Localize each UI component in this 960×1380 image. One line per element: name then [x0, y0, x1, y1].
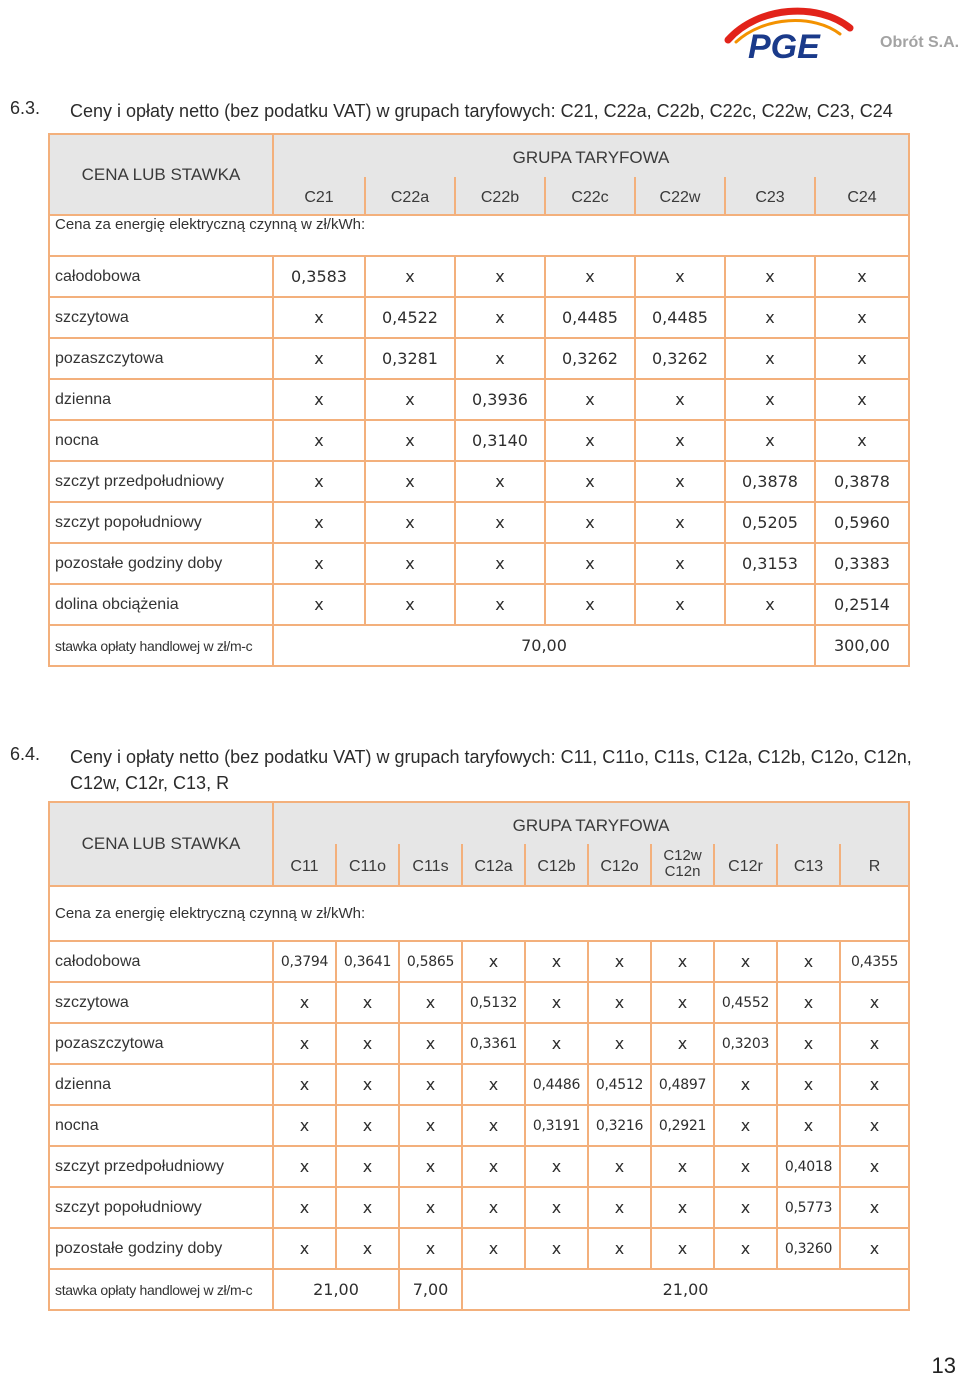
value-cell: 0,3260: [777, 1228, 840, 1269]
value-cell: 0,3153: [725, 543, 815, 584]
value-cell: 0,3794: [273, 941, 336, 982]
row-label: nocna: [49, 1105, 273, 1146]
value-cell: x: [777, 1064, 840, 1105]
value-cell: x: [399, 1228, 462, 1269]
value-cell: 0,3641: [336, 941, 399, 982]
group-code-top: C12w: [663, 847, 702, 864]
group-code: C11o: [336, 844, 399, 886]
value-cell: x: [336, 1023, 399, 1064]
section-6-4-heading: [10, 744, 960, 796]
value-cell: x: [455, 543, 545, 584]
value-cell: x: [815, 297, 909, 338]
table-row: [49, 502, 909, 543]
value-cell: x: [545, 502, 635, 543]
value-cell: x: [635, 584, 725, 625]
value-cell: 0,4897: [651, 1064, 714, 1105]
value-cell: x: [462, 1228, 525, 1269]
value-cell: x: [545, 543, 635, 584]
group-code: C24: [815, 177, 909, 215]
group-code: C12o: [588, 844, 651, 886]
value-cell: x: [336, 1146, 399, 1187]
pge-logo-text: PGE: [748, 28, 820, 66]
table-row: [49, 584, 909, 625]
value-cell: x: [273, 420, 365, 461]
table-row: [49, 982, 909, 1023]
table-row: [49, 1105, 909, 1146]
value-cell: 0,3361: [462, 1023, 525, 1064]
group-code-stack: [663, 848, 701, 880]
fee-label: stawka opłaty handlowej w zł/m-c: [49, 625, 273, 666]
group-code: C22a: [365, 177, 455, 215]
fee-value: 300,00: [815, 625, 909, 666]
value-cell: x: [714, 1105, 777, 1146]
row-label: dolina obciążenia: [49, 584, 273, 625]
value-cell: x: [365, 379, 455, 420]
value-cell: x: [273, 543, 365, 584]
value-cell: x: [273, 379, 365, 420]
energy-label-row: [49, 886, 909, 941]
value-cell: 0,5132: [462, 982, 525, 1023]
value-cell: x: [714, 1064, 777, 1105]
row-label: pozaszczytowa: [49, 1023, 273, 1064]
value-cell: x: [545, 584, 635, 625]
energy-label-row: [49, 215, 909, 256]
company-name: Obrót S.A.: [880, 34, 960, 51]
fee-row: [49, 625, 909, 666]
value-cell: x: [725, 256, 815, 297]
value-cell: x: [840, 982, 909, 1023]
value-cell: 0,3262: [635, 338, 725, 379]
value-cell: 0,4485: [635, 297, 725, 338]
row-label: szczyt przedpołudniowy: [49, 461, 273, 502]
value-cell: x: [815, 420, 909, 461]
row-label: pozaszczytowa: [49, 338, 273, 379]
value-cell: x: [273, 1228, 336, 1269]
group-code: C12r: [714, 844, 777, 886]
value-cell: x: [273, 1023, 336, 1064]
value-cell: x: [545, 379, 635, 420]
value-cell: 0,4018: [777, 1146, 840, 1187]
value-cell: x: [777, 941, 840, 982]
table-row: [49, 1064, 909, 1105]
value-cell: 0,4552: [714, 982, 777, 1023]
group-code: C11s: [399, 844, 462, 886]
value-cell: 0,2514: [815, 584, 909, 625]
value-cell: x: [545, 420, 635, 461]
value-cell: x: [273, 1187, 336, 1228]
value-cell: x: [651, 1228, 714, 1269]
value-cell: x: [635, 256, 725, 297]
corner-header: CENA LUB STAWKA: [49, 134, 273, 215]
value-cell: x: [273, 1146, 336, 1187]
value-cell: x: [455, 297, 545, 338]
row-label: pozostałe godziny doby: [49, 543, 273, 584]
value-cell: x: [365, 461, 455, 502]
table-row: [49, 256, 909, 297]
value-cell: x: [455, 256, 545, 297]
value-cell: x: [725, 338, 815, 379]
value-cell: x: [635, 379, 725, 420]
value-cell: x: [651, 941, 714, 982]
value-cell: x: [273, 1064, 336, 1105]
value-cell: 0,3878: [815, 461, 909, 502]
value-cell: 0,5773: [777, 1187, 840, 1228]
value-cell: x: [725, 584, 815, 625]
value-cell: x: [714, 1146, 777, 1187]
row-label: całodobowa: [49, 941, 273, 982]
fee-label: stawka opłaty handlowej w zł/m-c: [49, 1269, 273, 1310]
value-cell: x: [651, 1187, 714, 1228]
value-cell: x: [455, 338, 545, 379]
value-cell: x: [365, 502, 455, 543]
value-cell: 0,3191: [525, 1105, 588, 1146]
value-cell: x: [815, 338, 909, 379]
value-cell: x: [399, 1023, 462, 1064]
value-cell: x: [365, 543, 455, 584]
section-title: Ceny i opłaty netto (bez podatku VAT) w grupach taryfowych: C21, C22a, C22b, C22c, C22w, C23, C24: [70, 101, 893, 121]
fee-value: 70,00: [273, 625, 815, 666]
value-cell: x: [840, 1187, 909, 1228]
value-cell: x: [840, 1105, 909, 1146]
value-cell: x: [399, 1105, 462, 1146]
table-row: [49, 941, 909, 982]
value-cell: x: [714, 1228, 777, 1269]
value-cell: x: [545, 461, 635, 502]
value-cell: x: [336, 1105, 399, 1146]
value-cell: 0,5960: [815, 502, 909, 543]
value-cell: 0,4512: [588, 1064, 651, 1105]
value-cell: x: [273, 502, 365, 543]
value-cell: 0,4485: [545, 297, 635, 338]
value-cell: x: [840, 1023, 909, 1064]
fee-value: 21,00: [462, 1269, 909, 1310]
table-row: [49, 379, 909, 420]
value-cell: x: [365, 420, 455, 461]
value-cell: x: [399, 1064, 462, 1105]
value-cell: x: [525, 1023, 588, 1064]
group-code: C22b: [455, 177, 545, 215]
value-cell: x: [273, 982, 336, 1023]
value-cell: x: [725, 379, 815, 420]
value-cell: 0,3203: [714, 1023, 777, 1064]
value-cell: x: [273, 584, 365, 625]
value-cell: 0,3281: [365, 338, 455, 379]
table-row: [49, 420, 909, 461]
value-cell: x: [588, 1187, 651, 1228]
value-cell: 0,2921: [651, 1105, 714, 1146]
group-code: C12b: [525, 844, 588, 886]
fee-row: [49, 1269, 909, 1310]
header-row: [49, 802, 909, 844]
section-number: 6.4.: [10, 744, 41, 764]
value-cell: x: [525, 1228, 588, 1269]
value-cell: x: [525, 982, 588, 1023]
value-cell: x: [462, 1105, 525, 1146]
group-code: C22c: [545, 177, 635, 215]
value-cell: x: [588, 941, 651, 982]
table-row: [49, 1187, 909, 1228]
section-6-3-heading: [10, 98, 960, 124]
header-row: [49, 134, 909, 177]
value-cell: x: [455, 461, 545, 502]
value-cell: x: [777, 1023, 840, 1064]
page-number: 13: [931, 1353, 956, 1378]
section-title: Ceny i opłaty netto (bez podatku VAT) w grupach taryfowych: C11, C11o, C11s, C12a, C12b, C12o, C12n, C12w, C12r, C13, R: [70, 747, 912, 793]
table-row: [49, 1023, 909, 1064]
value-cell: x: [635, 420, 725, 461]
value-cell: x: [336, 1064, 399, 1105]
row-label: nocna: [49, 420, 273, 461]
value-cell: 0,3878: [725, 461, 815, 502]
group-header: GRUPA TARYFOWA: [273, 134, 909, 177]
group-code: C21: [273, 177, 365, 215]
value-cell: x: [462, 1187, 525, 1228]
value-cell: x: [455, 502, 545, 543]
value-cell: x: [462, 1064, 525, 1105]
row-label: szczytowa: [49, 982, 273, 1023]
value-cell: x: [777, 982, 840, 1023]
corner-header: CENA LUB STAWKA: [49, 802, 273, 886]
value-cell: 0,3936: [455, 379, 545, 420]
fee-value: 21,00: [273, 1269, 399, 1310]
value-cell: x: [725, 420, 815, 461]
table-row: [49, 543, 909, 584]
table-row: [49, 461, 909, 502]
value-cell: x: [714, 1187, 777, 1228]
value-cell: 0,5865: [399, 941, 462, 982]
table-row: [49, 1228, 909, 1269]
value-cell: x: [273, 338, 365, 379]
table-row: [49, 297, 909, 338]
group-header: GRUPA TARYFOWA: [273, 802, 909, 844]
value-cell: x: [725, 297, 815, 338]
value-cell: 0,3383: [815, 543, 909, 584]
value-cell: 0,4522: [365, 297, 455, 338]
table-row: [49, 338, 909, 379]
value-cell: 0,3262: [545, 338, 635, 379]
value-cell: x: [588, 1146, 651, 1187]
value-cell: x: [651, 1023, 714, 1064]
value-cell: x: [815, 256, 909, 297]
group-code: C13: [777, 844, 840, 886]
value-cell: x: [336, 1228, 399, 1269]
value-cell: x: [840, 1146, 909, 1187]
value-cell: x: [455, 584, 545, 625]
row-label: dzienna: [49, 379, 273, 420]
table-row: [49, 1146, 909, 1187]
group-code: C23: [725, 177, 815, 215]
row-label: szczyt przedpołudniowy: [49, 1146, 273, 1187]
value-cell: x: [273, 1105, 336, 1146]
group-code: R: [840, 844, 909, 886]
group-code: [651, 844, 714, 886]
value-cell: 0,4355: [840, 941, 909, 982]
value-cell: 0,3583: [273, 256, 365, 297]
value-cell: x: [651, 1146, 714, 1187]
tariff-table-6-4: [48, 801, 910, 1311]
value-cell: x: [525, 1187, 588, 1228]
fee-value: 7,00: [399, 1269, 462, 1310]
row-label: pozostałe godziny doby: [49, 1228, 273, 1269]
value-cell: x: [840, 1228, 909, 1269]
value-cell: x: [399, 1146, 462, 1187]
group-code: C22w: [635, 177, 725, 215]
value-cell: x: [635, 502, 725, 543]
value-cell: x: [399, 1187, 462, 1228]
value-cell: 0,5205: [725, 502, 815, 543]
value-cell: x: [365, 584, 455, 625]
energy-label: Cena za energię elektryczną czynną w zł/kWh:: [49, 215, 909, 256]
value-cell: x: [651, 982, 714, 1023]
value-cell: x: [588, 1023, 651, 1064]
value-cell: x: [462, 941, 525, 982]
value-cell: x: [714, 941, 777, 982]
tariff-table-6-3: [48, 133, 910, 667]
row-label: całodobowa: [49, 256, 273, 297]
value-cell: x: [273, 461, 365, 502]
value-cell: x: [777, 1105, 840, 1146]
value-cell: x: [635, 461, 725, 502]
value-cell: x: [525, 1146, 588, 1187]
value-cell: x: [545, 256, 635, 297]
energy-label: Cena za energię elektryczną czynną w zł/kWh:: [49, 886, 909, 941]
value-cell: x: [336, 1187, 399, 1228]
value-cell: 0,3216: [588, 1105, 651, 1146]
value-cell: x: [273, 297, 365, 338]
value-cell: x: [588, 1228, 651, 1269]
value-cell: x: [815, 379, 909, 420]
row-label: szczyt popołudniowy: [49, 1187, 273, 1228]
value-cell: x: [365, 256, 455, 297]
section-number: 6.3.: [10, 98, 41, 118]
value-cell: x: [462, 1146, 525, 1187]
group-code: C11: [273, 844, 336, 886]
row-label: szczytowa: [49, 297, 273, 338]
group-code: C12a: [462, 844, 525, 886]
value-cell: x: [588, 982, 651, 1023]
group-code-bottom: C12n: [664, 863, 701, 880]
value-cell: 0,3140: [455, 420, 545, 461]
value-cell: x: [635, 543, 725, 584]
value-cell: x: [336, 982, 399, 1023]
value-cell: 0,4486: [525, 1064, 588, 1105]
row-label: dzienna: [49, 1064, 273, 1105]
value-cell: x: [399, 982, 462, 1023]
value-cell: x: [525, 941, 588, 982]
row-label: szczyt popołudniowy: [49, 502, 273, 543]
value-cell: x: [840, 1064, 909, 1105]
